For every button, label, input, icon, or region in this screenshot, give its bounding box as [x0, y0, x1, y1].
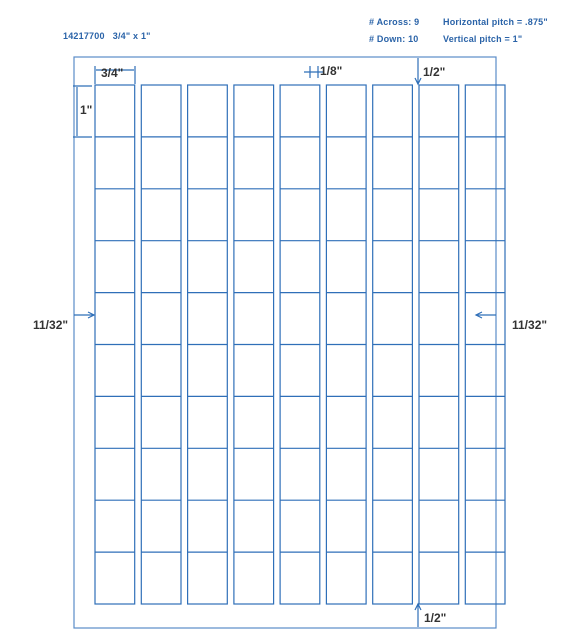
- label-grid: [95, 85, 505, 604]
- right-margin-text: 11/32": [512, 318, 548, 332]
- horizontal-pitch: Horizontal pitch = .875": [443, 17, 548, 27]
- vertical-pitch: Vertical pitch = 1": [443, 34, 523, 44]
- gap-text: 1/8": [320, 64, 343, 78]
- label-size: 3/4" x 1": [112, 31, 151, 41]
- top-margin-text: 1/2": [423, 65, 446, 79]
- label-height-text: 1": [80, 103, 93, 117]
- across-count: # Across: 9: [369, 17, 420, 27]
- sheet-outline: [74, 57, 496, 628]
- top-margin-dimension: [415, 58, 421, 84]
- left-margin-text: 11/32": [33, 318, 69, 332]
- left-margin-dimension: [74, 312, 94, 318]
- label-width-text: 3/4": [101, 66, 124, 80]
- down-count: # Down: 10: [369, 34, 419, 44]
- bottom-margin-dimension: [415, 604, 421, 627]
- sku-number: 14217700: [63, 31, 105, 41]
- bottom-margin-text: 1/2": [424, 611, 447, 625]
- right-margin-dimension: [476, 312, 496, 318]
